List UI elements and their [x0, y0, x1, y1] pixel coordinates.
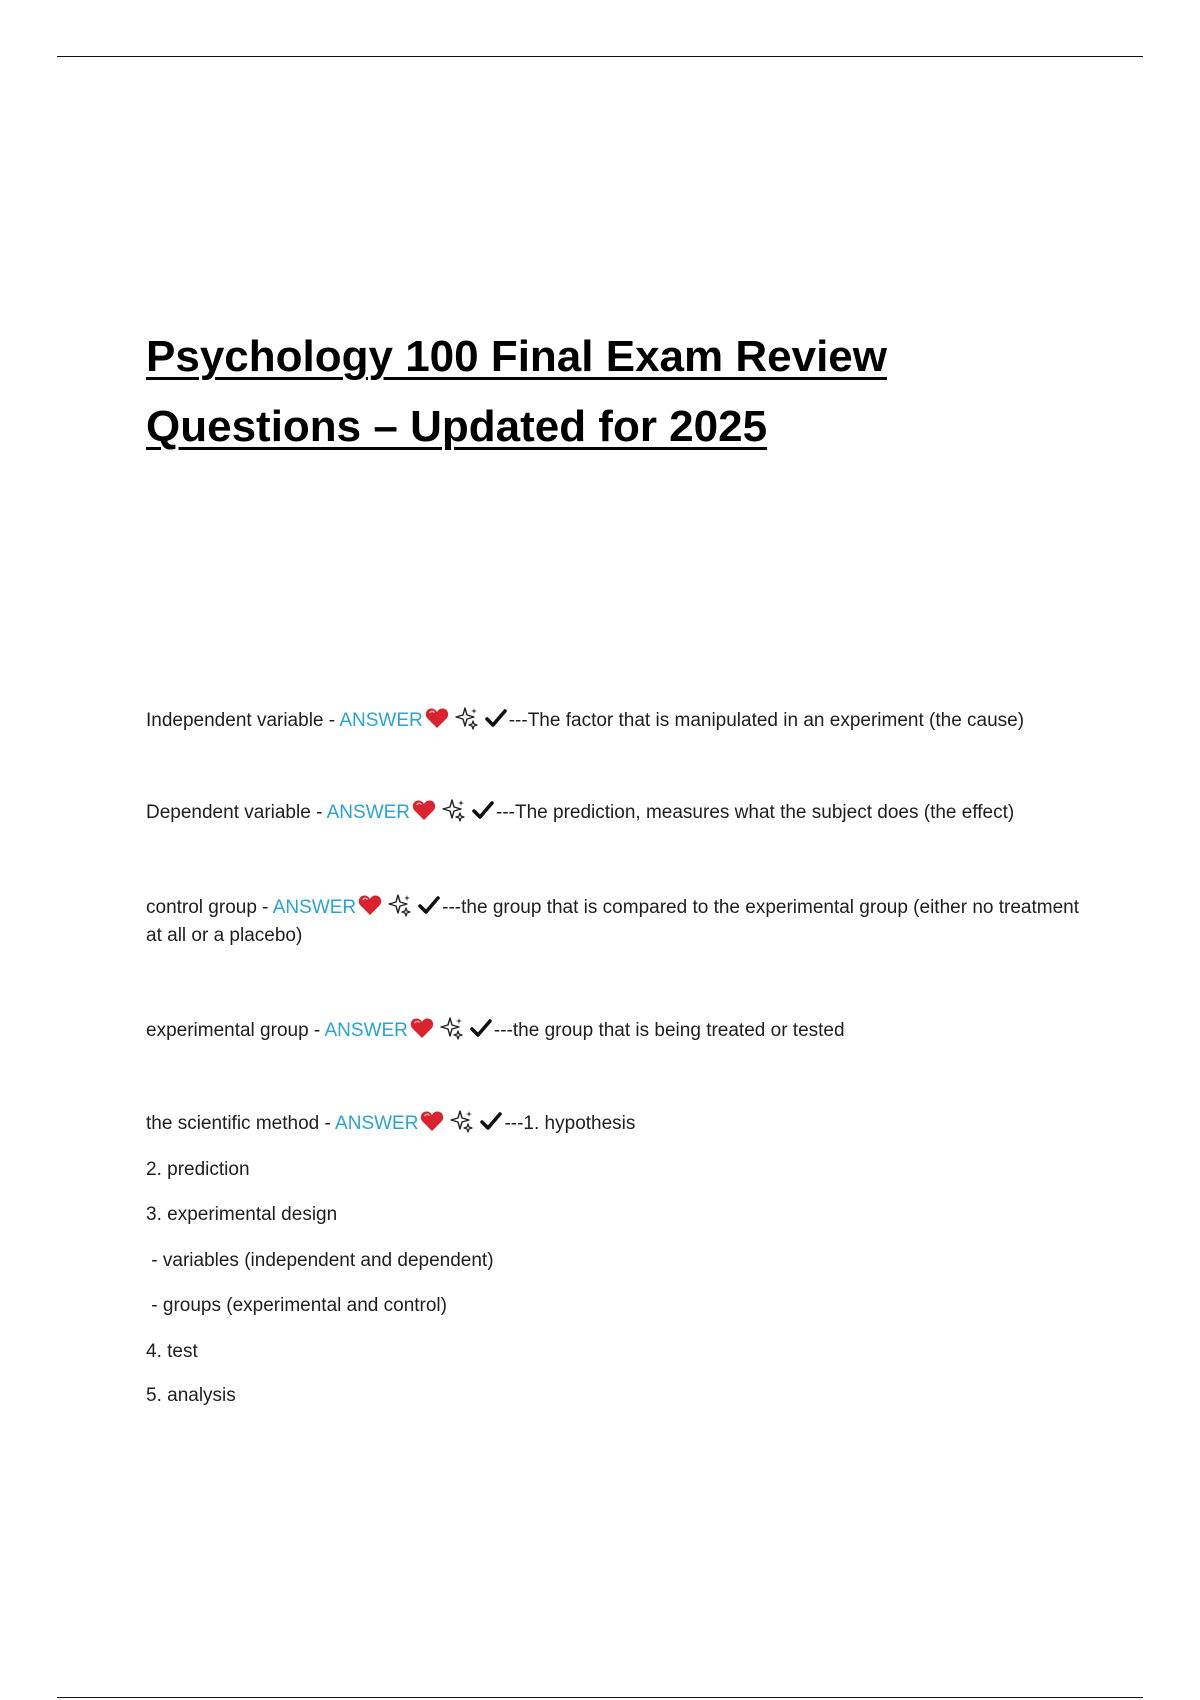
definition: ---1. hypothesis: [504, 1113, 636, 1134]
heart-icon: [412, 799, 436, 821]
answer-label: ANSWER: [339, 710, 423, 731]
method-step: 3. experimental design: [146, 1204, 338, 1225]
header-rule: [57, 56, 1143, 57]
checkmark-icon: [485, 708, 507, 728]
checkmark-icon: [472, 800, 494, 820]
heart-icon: [410, 1017, 434, 1039]
answer-icons: [425, 706, 507, 730]
heart-icon: [358, 894, 382, 916]
qa-entry: [146, 1016, 1096, 1045]
heart-icon: [420, 1110, 444, 1132]
answer-icons: [410, 1016, 492, 1040]
sparkle-icon: [450, 1109, 474, 1133]
checkmark-icon: [470, 1018, 492, 1038]
term: experimental group -: [146, 1020, 325, 1041]
method-substep: - variables (independent and dependent): [146, 1250, 494, 1271]
definition: ---The prediction, measures what the subject does (the effect): [496, 802, 1015, 823]
term: Dependent variable -: [146, 802, 327, 823]
definition: ---the group that is compared to the experimental group (either no treatment at all or a placebo): [146, 897, 1079, 946]
sparkle-icon: [388, 893, 412, 917]
method-step: 5. analysis: [146, 1385, 236, 1406]
answer-label: ANSWER: [272, 897, 357, 918]
qa-entry: [146, 893, 1096, 950]
answer-label: ANSWER: [324, 1020, 408, 1041]
document-title: [146, 322, 1126, 462]
title-line-1: Psychology 100 Final Exam Review: [146, 332, 887, 381]
method-step: 4. test: [146, 1341, 198, 1362]
title-line-2: Questions – Updated for 2025: [146, 402, 768, 451]
definition: ---the group that is being treated or tested: [493, 1020, 845, 1041]
method-step: 2. prediction: [146, 1159, 250, 1180]
answer-label: ANSWER: [335, 1113, 419, 1134]
qa-entry: [146, 1109, 1096, 1138]
method-substep: - groups (experimental and control): [146, 1295, 447, 1316]
footer-rule: [57, 1697, 1143, 1698]
answer-icons: [412, 798, 494, 822]
checkmark-icon: [480, 1111, 502, 1131]
sparkle-icon: [455, 706, 479, 730]
qa-entry: [146, 798, 1096, 827]
qa-entry: [146, 706, 1096, 735]
term: Independent variable -: [146, 710, 340, 731]
answer-icons: [358, 893, 440, 917]
sparkle-icon: [440, 1016, 464, 1040]
definition: ---The factor that is manipulated in an experiment (the cause): [508, 710, 1025, 731]
answer-icons: [420, 1109, 502, 1133]
checkmark-icon: [418, 895, 440, 915]
term: control group -: [146, 897, 273, 918]
term: the scientific method -: [146, 1113, 336, 1134]
heart-icon: [425, 707, 449, 729]
sparkle-icon: [442, 798, 466, 822]
answer-label: ANSWER: [326, 802, 411, 823]
